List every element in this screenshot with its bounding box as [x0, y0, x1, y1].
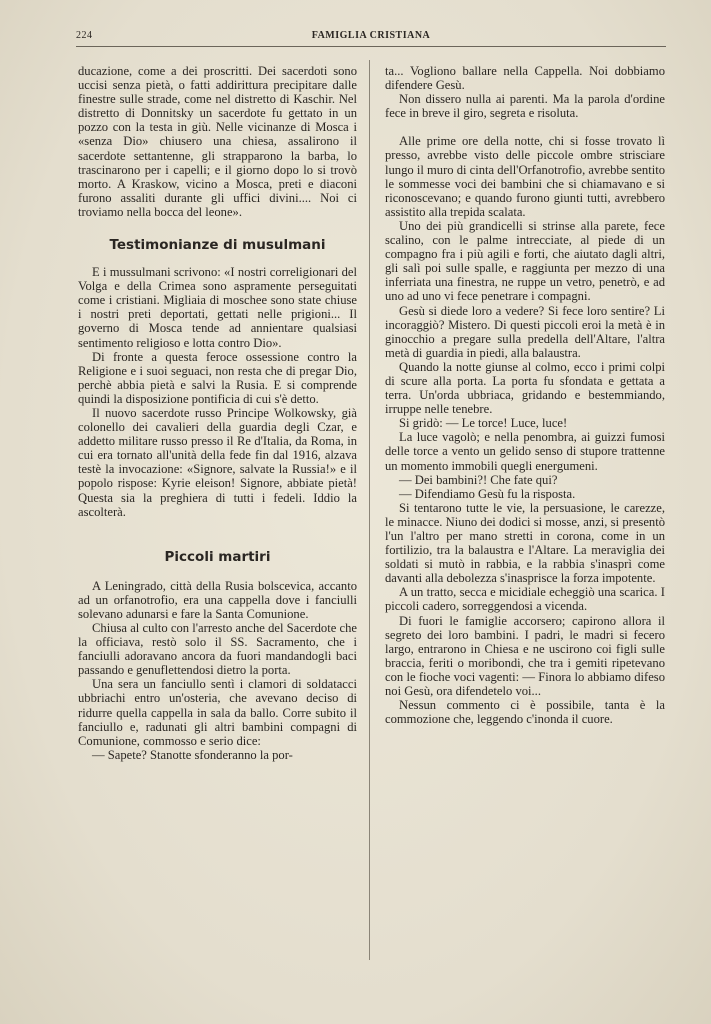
- paragraph: La luce vagolò; e nella penombra, ai guizzi fumosi delle torce a vento un gelido senso di stupore trattenne un momento immobili quegli energumeni.: [385, 430, 665, 473]
- running-title: FAMIGLIA CRISTIANA: [311, 30, 431, 41]
- paragraph: Si tentarono tutte le vie, la persuasione, le carezze, le minacce. Niuno dei dodici si mosse, anzi, si presentò l'un l'altro per mano stretti in corona, come in un fortilizio, tra la balaustra e l'Altare. La meraviglia dei soldati si mutò in rabbia, e la rabbia s'inasprì come davanti alla debolezza s'inasprisce la forza impotente.: [385, 500, 665, 586]
- section-heading-testimonianze: Testimonianze di musulmani: [109, 237, 326, 254]
- paragraph: Si gridò: — Le torce! Luce, luce!: [399, 416, 568, 431]
- paragraph: Non dissero nulla ai parenti. Ma la parola d'ordine fece in breve il giro, segreta e risoluta.: [385, 92, 665, 121]
- paragraph: Di fuori le famiglie accorsero; capirono allora il segreto dei loro bambini. I padri, le madri si fecero largo, entrarono in Chiesa e ne uscirono coi figli sulle braccia, feriti o moribondi, che tra i gemiti ripetevano con le fioche voci vagenti: — Finora lo abbiamo difeso noi Gesù, ora difendetelo voi...: [385, 613, 665, 699]
- page-number: 224: [76, 30, 93, 41]
- paragraph: Una sera un fanciullo sentì i clamori di soldatacci ubbriachi entro un'osteria, che avevano deciso di ridurre quella cappella in sala da ballo. Corre subito il fanciullo e, radunati gli altri bambini compagni di Comunione, commosso e serio dice:: [78, 677, 357, 748]
- paragraph: Chiusa al culto con l'arresto anche del Sacerdote che la officiava, restò solo il SS. Sacramento, che i fanciulli adoravano ancora da fuori mandandogli baci passando e genuflettendosi dietro la porta.: [78, 621, 357, 678]
- paragraph: Il nuovo sacerdote russo Principe Wolkowsky, già colonello dei cavalieri della guardia degli Czar, e addetto militare russo presso il Re d'Italia, da Roma, in cui era tornato all'unità della fede fin dal 1916, alzava testè la invocazione: «Signore, salvate la Russia!» e il popolo rispose: Kyrie eleison! Signore, abbiate pietà! Questa sia la preghiera di tutti i fedeli. Iddio la ascolterà.: [78, 405, 357, 519]
- paragraph: ducazione, come a dei proscritti. Dei sacerdoti sono uccisi senza pietà, o fatti addirittura precipitare dalle finestre sulle strade, come nel distretto di Kaschir. Nel distretto di Donnitsky un sacerdote fu gettato in un pozzo con la testa in giù. Nelle vicinanze di Mosca i «senza Dio» chiusero una chiesa, assalirono il sacerdote settantenne, gli strapparono la barba, lo trascinarono per i capelli; e il giorno dopo lo si trovò morto. A Kraskow, vicino a Mosca, preti e diaconi furono assaliti durante gli uffici divini.... Noi ci troviamo nella bocca del leone».: [78, 64, 357, 219]
- left-column: [78, 64, 357, 762]
- paragraph: Di fronte a questa feroce ossessione contro la Religione e i suoi seguaci, non resta che di pregar Dio, perchè abbia pietà e salvi la Rusia. E si comprende quindi la disposizione pontificia di cui s'è detto.: [78, 349, 357, 406]
- paragraph: E i mussulmani scrivono: «I nostri correligionari del Volga e della Crimea sono aspramente perseguitati come i cristiani. Migliaia di moschee sono state chiuse i nostri preti deportati, gettati nelle prigioni... Il governo di Mosca tende ad annientare qualsiasi sentimento religioso e lotta contro Dio».: [78, 265, 357, 350]
- paragraph: Nessun commento ci è possibile, tanta è la commozione che, leggendo c'inonda il cuore.: [385, 698, 665, 727]
- page-header: [76, 28, 666, 44]
- paragraph: — Difendiamo Gesù fu la risposta.: [399, 486, 576, 501]
- paragraph: A Leningrado, città della Rusia bolscevica, accanto ad un orfanotrofio, era una cappella dove i fanciulli solevano adunarsi e fare la Santa Comunione.: [78, 578, 357, 621]
- paragraph: — Dei bambini?! Che fate qui?: [399, 472, 558, 487]
- right-column: [385, 64, 665, 726]
- paragraph: — Sapete? Stanotte sfonderanno la por-: [92, 747, 293, 762]
- header-rule: [76, 46, 666, 47]
- paragraph: ta... Vogliono ballare nella Cappella. Noi dobbiamo difendere Gesù.: [385, 64, 665, 93]
- paragraph: Uno dei più grandicelli si strinse alla parete, fece scalino, con le palme intrecciate, al piede di un compagno fra i più agili e forti, che aiutato dagli altri, gli salì poi sulle spalle, e raggiunta per mezzo di una inferriata una finestra, ne ruppe un vetro, penetrò, e ad uno ad uno vi fece penetrare i compagni.: [385, 218, 665, 304]
- paragraph: Alle prime ore della notte, chi si fosse trovato lì presso, avrebbe visto delle piccole ombre strisciare lungo il muro di cinta dell'Orfanotrofio, avrebbe sentito le sommesse voci dei bambini che si chiamavano e si riconoscevano; e quando furono giunti tutti, avrebbero assistito alla trepida scalata.: [385, 134, 665, 219]
- section-heading-piccoli-martiri: Piccoli martiri: [164, 548, 271, 565]
- paragraph: A un tratto, secca e micidiale echeggiò una scarica. I piccoli cadero, sorreggendosi a vicenda.: [385, 585, 665, 614]
- paragraph: Gesù si diede loro a vedere? Si fece loro sentire? Li incoraggiò? Mistero. Di questi piccoli eroi la metà è in ginocchio a pregare sulla predella dell'Altare, l'altra metà di guardia in piedi, alla balaustra.: [385, 303, 665, 360]
- paragraph: Quando la notte giunse al colmo, ecco i primi colpi di scure alla porta. La porta fu sfondata e gettata a terra. Un'orda ubbriaca, gridando e bestemmiando, irruppe nelle tenebre.: [385, 359, 665, 417]
- column-divider: [369, 60, 370, 960]
